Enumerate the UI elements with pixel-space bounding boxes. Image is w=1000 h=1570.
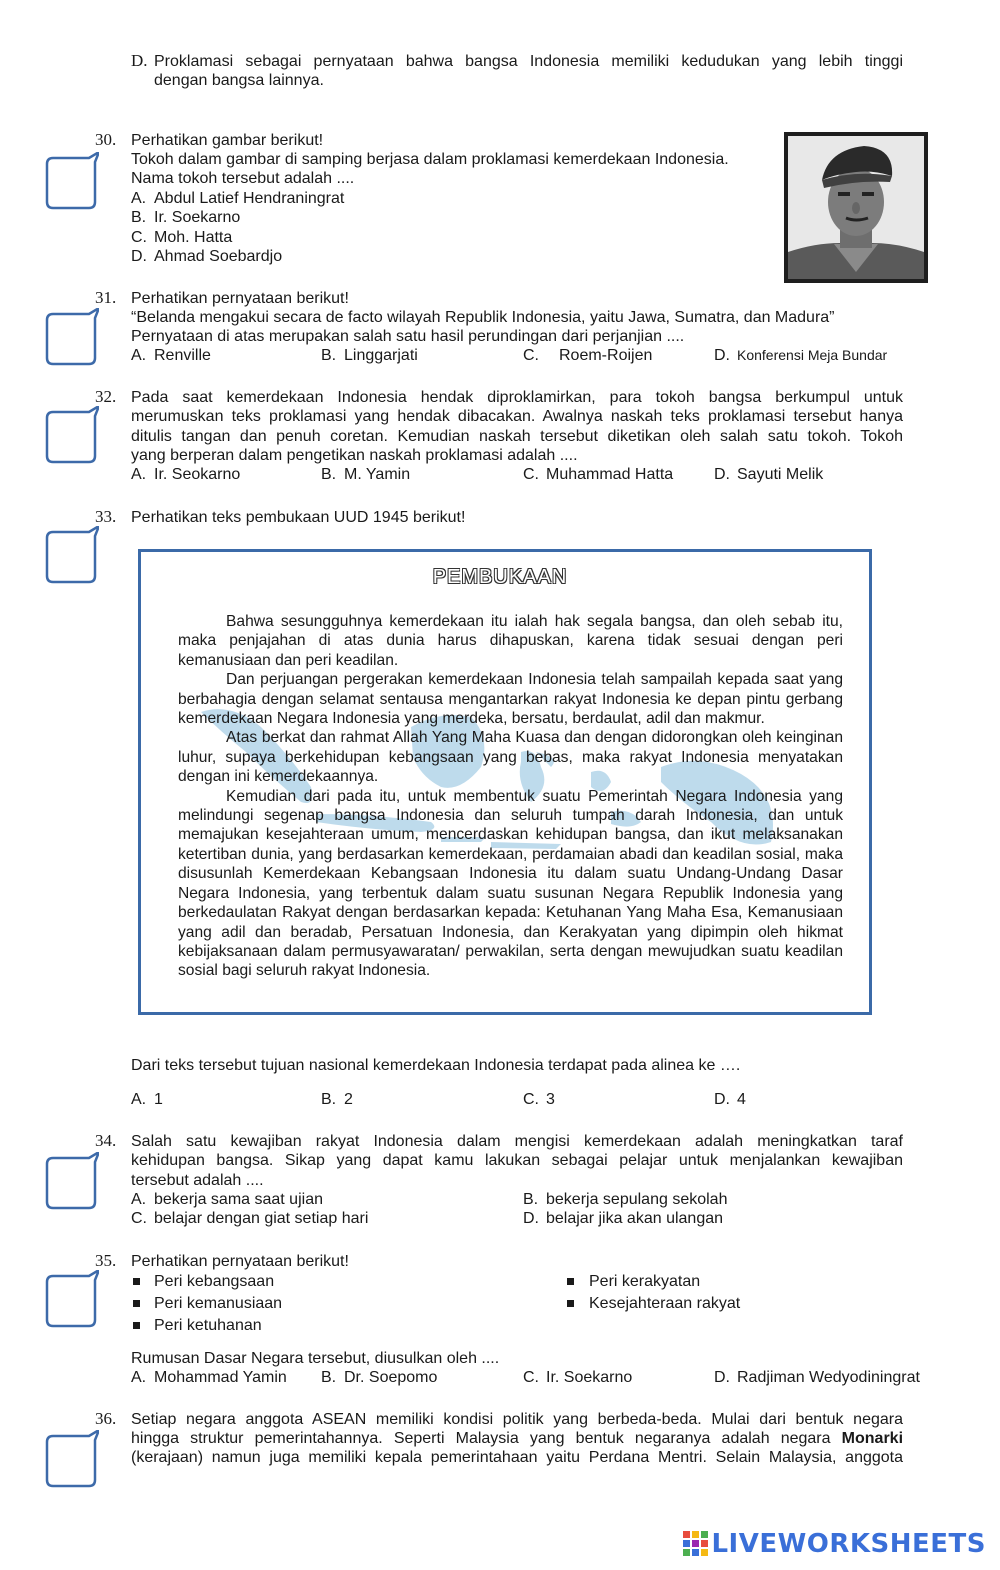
q34-line1: Salah satu kewajiban rakyat Indonesia dalam mengisi kemerdekaan adalah meningkatkan taraf (131, 1133, 903, 1150)
q33-intro: Perhatikan teks pembukaan UUD 1945 berikut! (131, 509, 466, 526)
q31-option-a[interactable]: A. Renville (131, 347, 211, 364)
q35-bullet-right-2: Kesejahteraan rakyat (589, 1295, 741, 1312)
q32-option-d[interactable]: D. Sayuti Melik (714, 466, 824, 483)
answer-box-31[interactable] (43, 308, 99, 366)
speech-bubble-icon (43, 406, 99, 464)
q31-line3: Pernyataan di atas merupakan salah satu hasil perundingan dari perjanjian .... (131, 328, 685, 345)
q30-option-d[interactable]: D. Ahmad Soebardjo (131, 248, 283, 265)
q34-option-c[interactable]: C. belajar dengan giat setiap hari (131, 1210, 369, 1227)
q30-option-a[interactable]: A. Abdul Latief Hendraningrat (131, 190, 345, 207)
question-number-30: 30. (95, 130, 117, 149)
q34-option-a[interactable]: A. bekerja sama saat ujian (131, 1191, 323, 1208)
q33-option-a[interactable]: A. 1 (131, 1091, 163, 1108)
q32-line3: ditulis tangan dan penuh coretan. Kemudian naskah tersebut diketikan oleh salah satu tokoh. Tokoh (131, 428, 903, 445)
logo-grid-icon (683, 1531, 709, 1557)
q32-line2: merumuskan teks proklamasi yang hendak dibacakan. Awalnya naskah teks proklamasi tersebut hanya (131, 408, 903, 425)
question-number-34: 34. (95, 1131, 117, 1150)
q36-line3: (kerajaan) namun juga memiliki kepala pemerintahaan yaitu Perdana Mentri. Selain Malaysia, anggota (131, 1449, 903, 1466)
speech-bubble-icon (43, 1152, 99, 1210)
answer-box-32[interactable] (43, 406, 99, 464)
bullet-icon (133, 1300, 140, 1307)
answer-box-34[interactable] (43, 1152, 99, 1210)
q35-option-b[interactable]: B. Dr. Soepomo (321, 1369, 438, 1386)
q36-line1: Setiap negara anggota ASEAN memiliki kondisi politik yang berbeda-beda. Mulai dari bentuk negara (131, 1411, 903, 1428)
q30-line2: Tokoh dalam gambar di samping berjasa dalam proklamasi kemerdekaan Indonesia. (131, 151, 729, 168)
q33-option-d[interactable]: D. 4 (714, 1091, 746, 1108)
q35-option-d[interactable]: D. Radjiman Wedyodiningrat (714, 1369, 920, 1386)
bullet-icon (567, 1300, 574, 1307)
answer-box-30[interactable] (43, 152, 99, 210)
q31-option-c[interactable]: C. Roem-Roijen (523, 347, 653, 364)
pembukaan-title: PEMBUKAAN (432, 566, 568, 588)
q35-question: Rumusan Dasar Negara tersebut, diusulkan oleh .... (131, 1350, 500, 1367)
answer-box-36[interactable] (43, 1430, 99, 1488)
q33-option-b[interactable]: B. 2 (321, 1091, 353, 1108)
q34-option-b[interactable]: B. bekerja sepulang sekolah (523, 1191, 728, 1208)
speech-bubble-icon (43, 1270, 99, 1328)
q30-line3: Nama tokoh tersebut adalah .... (131, 170, 355, 187)
pembukaan-paragraph-2: Dan perjuangan pergerakan kemerdekaan Indonesia telah sampailah kepada saat yang berbahagia dengan selamat sentausa mengantarkan rakyat Indonesia ke depan pintu gerbang kemerdekaan Negara Indonesia yang merdeka, bersatu, berdaulat, adil dan makmur. (178, 671, 843, 728)
q35-bullet-right-1: Peri kerakyatan (589, 1273, 701, 1290)
q29-option-d-line2: dengan bangsa lainnya. (154, 72, 324, 89)
q36-bold-word: Monarki (841, 1430, 904, 1447)
q31-line1: Perhatikan pernyataan berikut! (131, 290, 349, 307)
q29-option-d-line1: Proklamasi sebagai pernyataan bahwa bangsa Indonesia memiliki kedudukan yang lebih tinggi (154, 53, 903, 70)
q35-option-a[interactable]: A. Mohammad Yamin (131, 1369, 287, 1386)
question-number-32: 32. (95, 387, 117, 406)
q33-question: Dari teks tersebut tujuan nasional kemerdekaan Indonesia terdapat pada alinea ke …. (131, 1057, 741, 1074)
portrait-photo (784, 132, 928, 283)
q31-option-b[interactable]: B. Linggarjati (321, 347, 418, 364)
bullet-icon (133, 1322, 140, 1329)
q32-option-c[interactable]: C. Muhammad Hatta (523, 466, 674, 483)
q31-option-d[interactable]: D. Konferensi Meja Bundar (714, 347, 888, 364)
q32-option-b[interactable]: B. M. Yamin (321, 466, 411, 483)
liveworksheets-logo[interactable] (683, 1528, 986, 1560)
q34-line2: kehidupan bangsa. Sikap yang dapat kamu lakukan sebagai pelajar untuk menjalankan kewajiban (131, 1152, 903, 1169)
pembukaan-paragraph-1: Bahwa sesungguhnya kemerdekaan itu ialah hak segala bangsa, dan oleh sebab itu, maka penjajahan di atas dunia harus dihapuskan, karena tidak sesuai dengan peri kemanusiaan dan peri keadilan. (178, 613, 843, 669)
question-number-31: 31. (95, 288, 117, 307)
pembukaan-text (178, 612, 843, 981)
speech-bubble-icon (43, 1430, 99, 1488)
pembukaan-paragraph-3: Atas berkat dan rahmat Allah Yang Maha Kuasa dan dengan didorongkan oleh keinginan luhur, supaya berkehidupan kebangsaan yang bebas, maka rakyat Indonesia menyatakan dengan ini kemerdekaannya. (178, 729, 843, 786)
q30-line1: Perhatikan gambar berikut! (131, 132, 324, 149)
q30-option-b[interactable]: B. Ir. Soekarno (131, 209, 241, 226)
q33-option-c[interactable]: C. 3 (523, 1091, 555, 1108)
q34-option-d[interactable]: D. belajar jika akan ulangan (523, 1210, 724, 1227)
q35-bullet-left-2: Peri kemanusiaan (154, 1295, 283, 1312)
speech-bubble-icon (43, 308, 99, 366)
speech-bubble-icon (43, 152, 99, 210)
q35-bullet-left-3: Peri ketuhanan (154, 1317, 262, 1334)
q30-option-c[interactable]: C. Moh. Hatta (131, 229, 233, 246)
q32-option-a[interactable]: A. Ir. Seokarno (131, 466, 241, 483)
q32-line4: yang berperan dalam pengetikan naskah proklamasi adalah .... (131, 447, 578, 464)
q35-bullet-left-1: Peri kebangsaan (154, 1273, 275, 1290)
q35-option-c[interactable]: C. Ir. Soekarno (523, 1369, 633, 1386)
q32-line1: Pada saat kemerdekaan Indonesia hendak diproklamirkan, para tokoh bangsa berkumpul untuk (131, 389, 903, 406)
question-number-35: 35. (95, 1251, 117, 1270)
bullet-icon (567, 1278, 574, 1285)
option-letter: D. (131, 51, 148, 70)
question-number-33: 33. (95, 507, 117, 526)
q31-line2: “Belanda mengakui secara de facto wilayah Republik Indonesia, yaitu Jawa, Sumatra, dan Madura” (131, 309, 835, 326)
q34-line3: tersebut adalah .... (131, 1172, 264, 1189)
pembukaan-paragraph-4: Kemudian dari pada itu, untuk membentuk suatu Pemerintah Negara Indonesia yang melindungi segenap bangsa Indonesia dan seluruh tumpah darah Indonesia, dan untuk memajukan kesejahteraan umum, mencerdaskan kehidupan bangsa, dan ikut melaksanakan ketertiban dunia, yang berdasarkan kemerdekaan, perdamaian abadi dan keadilan sosial, maka disusunlah Kemerdekaan Kebangsaan Indonesia itu dalam suatu Undang-Undang Dasar Negara Indonesia, yang terbentuk dalam suatu susunan Negara Republik Indonesia yang berkedaulatan Rakyat dengan berdasarkan kepada: Ketuhanan Yang Maha Esa, Kemanusiaan yang adil dan beradab, Persatuan Indonesia, dan Kerakyatan yang dipimpin oleh hikmat kebijaksanaan dalam permusyawaratan/ perwakilan, serta dengan mewujudkan suatu keadilan sosial bagi seluruh rakyat Indonesia. (178, 787, 843, 980)
q36-line2: hingga struktur pemerintahannya. Seperti Malaysia yang bentuk negaranya adalah negara Monarki (131, 1430, 904, 1447)
bullet-icon (133, 1278, 140, 1285)
logo-text: LIVEWORKSHEETS (711, 1529, 986, 1559)
answer-box-35[interactable] (43, 1270, 99, 1328)
question-number-36: 36. (95, 1409, 117, 1428)
q35-intro: Perhatikan pernyataan berikut! (131, 1253, 349, 1270)
